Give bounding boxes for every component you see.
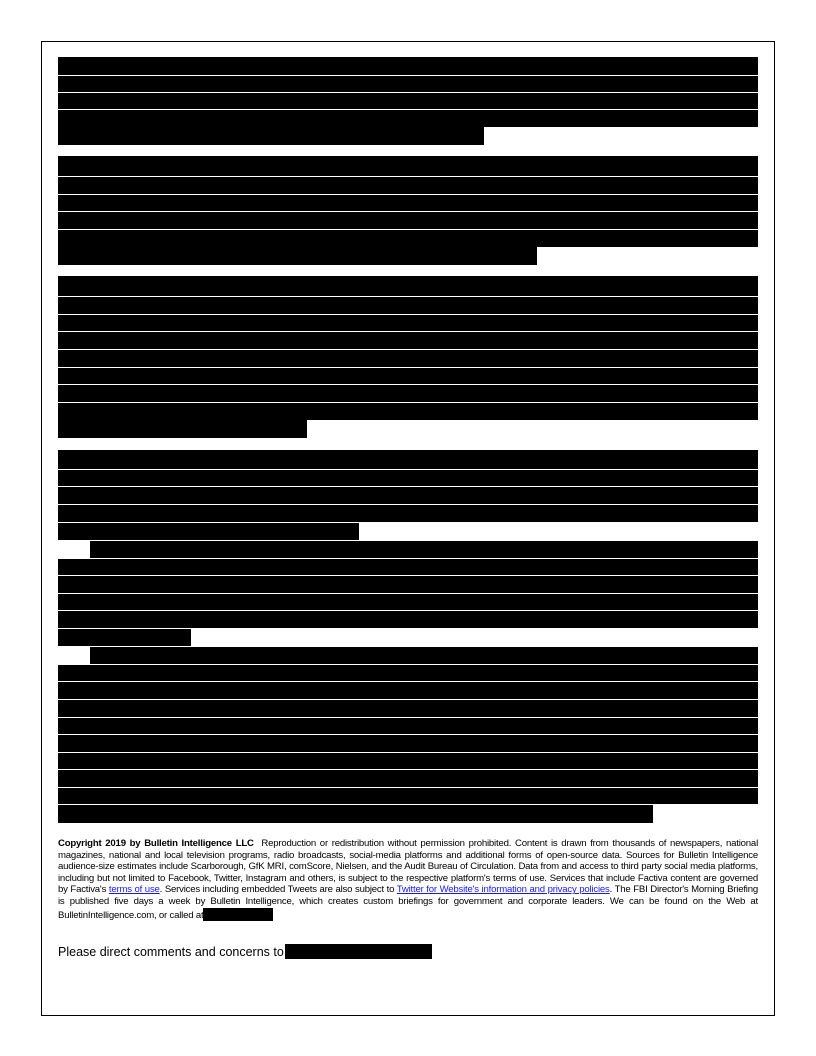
redacted-line bbox=[58, 368, 758, 384]
redacted-email bbox=[285, 944, 432, 959]
redacted-line bbox=[58, 611, 758, 628]
redacted-line bbox=[58, 297, 758, 314]
redacted-line bbox=[58, 156, 758, 176]
redacted-line bbox=[58, 315, 758, 331]
redacted-line bbox=[58, 212, 758, 229]
redacted-line bbox=[58, 230, 758, 247]
redacted-line bbox=[58, 788, 758, 804]
redacted-line bbox=[58, 629, 191, 646]
redacted-phone bbox=[203, 908, 273, 921]
contact-text: Please direct comments and concerns to bbox=[58, 945, 284, 959]
redacted-line bbox=[58, 195, 758, 211]
redacted-line bbox=[58, 700, 758, 717]
redacted-line bbox=[58, 594, 758, 610]
redacted-line bbox=[58, 805, 653, 823]
redacted-line bbox=[58, 93, 758, 109]
redacted-line bbox=[58, 487, 758, 504]
redacted-line bbox=[58, 110, 758, 127]
redacted-line bbox=[58, 753, 758, 769]
redacted-line bbox=[58, 735, 758, 752]
redacted-line bbox=[90, 541, 758, 558]
redacted-line bbox=[58, 770, 758, 787]
redacted-line bbox=[58, 350, 758, 367]
terms-of-use-link[interactable]: terms of use bbox=[108, 884, 160, 896]
redacted-line bbox=[58, 682, 758, 699]
copyright-heading: Copyright 2019 by Bulletin Intelligence LLC bbox=[58, 838, 254, 849]
redacted-line bbox=[58, 177, 758, 194]
redacted-line bbox=[58, 247, 537, 265]
contact-line bbox=[58, 944, 432, 959]
redacted-line bbox=[58, 505, 758, 522]
redacted-line bbox=[58, 57, 758, 75]
redacted-line bbox=[58, 385, 758, 402]
twitter-privacy-link[interactable]: Twitter for Website's information and privacy policies bbox=[396, 884, 610, 896]
redacted-line bbox=[58, 559, 758, 575]
redacted-line bbox=[58, 403, 758, 420]
redacted-line bbox=[58, 76, 758, 92]
redacted-line bbox=[58, 576, 758, 593]
redacted-line bbox=[58, 332, 758, 349]
redacted-line bbox=[58, 523, 359, 540]
redacted-line bbox=[90, 647, 758, 664]
redacted-line bbox=[58, 450, 758, 469]
copyright-notice bbox=[58, 838, 758, 921]
redacted-line bbox=[58, 718, 758, 734]
redacted-line bbox=[58, 470, 758, 486]
redacted-line bbox=[58, 420, 307, 438]
redacted-line bbox=[58, 665, 758, 681]
copyright-text-part1: Reproduction or redistribution without permission prohibited. Content is drawn from thousands of newspapers, national magazines, national and local television programs, radio broadcasts, social-media platforms and additional forms of open-source data. Sources for Bulletin Intelligence audience-size estimates include Scarborough, GfK MRI, comScore, Nielsen, and the Audit Bureau of Circulation. Data from and access to third party social media platforms, including but not limited to Facebook, Twitter, Instagram and others, is subject to the respective platform's terms of use. Services that include Factiva content are governed by Factiva's bbox=[58, 838, 759, 896]
redacted-line bbox=[58, 276, 758, 296]
copyright-text-part3: . The FBI Director's Morning Briefing is published five days a week by Bulletin Intelligence, which creates custom briefings for government and corporate leaders. We can be found on the Web at BulletinIntelligence.com, or called at bbox=[58, 884, 758, 921]
redacted-line bbox=[58, 127, 484, 145]
copyright-text-part2: . Services including embedded Tweets are also subject to bbox=[159, 884, 395, 896]
